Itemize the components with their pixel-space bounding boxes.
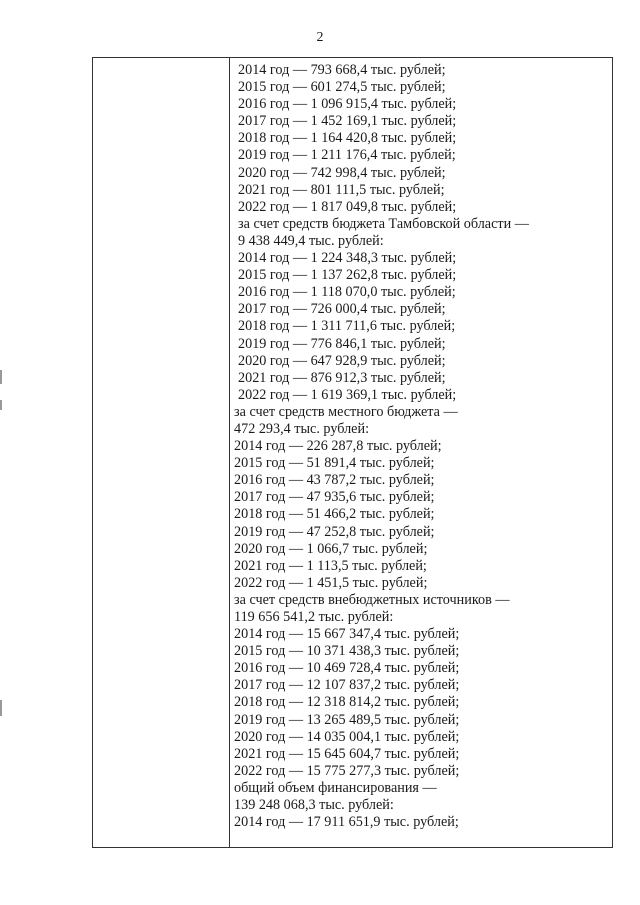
text-line: 2015 год — 10 371 438,3 тыс. рублей; [234,643,460,660]
text-line: 2015 год — 1 137 262,8 тыс. рублей; [238,267,457,284]
text-line: 2014 год — 17 911 651,9 тыс. рублей; [234,814,459,831]
text-line: 2014 год — 226 287,8 тыс. рублей; [234,438,442,455]
text-line: 2019 год — 47 252,8 тыс. рублей; [234,523,435,540]
page-number: 2 [316,30,324,45]
scan-margin-mark [0,700,2,716]
text-line: за счет средств внебюджетных источников — [234,591,510,608]
scan-margin-mark [0,370,2,384]
text-line: 2020 год — 647 928,9 тыс. рублей; [238,352,446,369]
text-line: 2017 год — 726 000,4 тыс. рублей; [238,301,446,318]
text-line: 2016 год — 10 469 728,4 тыс. рублей; [234,660,460,677]
text-line: 2016 год — 43 787,2 тыс. рублей; [234,472,435,489]
text-line: 2017 год — 12 107 837,2 тыс. рублей; [234,677,460,694]
text-line: 472 293,4 тыс. рублей: [234,420,370,437]
text-line: 2014 год — 793 668,4 тыс. рублей; [238,62,446,78]
text-line: 119 656 541,2 тыс. рублей: [234,609,394,625]
text-line: 2020 год — 742 998,4 тыс. рублей; [238,164,446,181]
text-line: 2019 год — 13 265 489,5 тыс. рублей; [234,711,460,728]
text-line: 2020 год — 1 066,7 тыс. рублей; [234,540,428,557]
scan-margin-mark [0,400,2,410]
text-line: 2021 год — 801 111,5 тыс. рублей; [238,181,445,198]
text-line: 2019 год — 776 846,1 тыс. рублей; [238,335,446,352]
text-line: 2021 год — 876 912,3 тыс. рублей; [238,369,446,386]
text-line: 2017 год — 47 935,6 тыс. рублей; [234,489,435,506]
text-line: 2021 год — 1 113,5 тыс. рублей; [234,557,427,574]
text-line: 2018 год — 1 164 420,8 тыс. рублей; [238,130,457,147]
text-line: за счет средств местного бюджета — [234,403,458,420]
text-line: 2022 год — 1 451,5 тыс. рублей; [234,574,428,591]
financing-table [92,57,613,848]
text-line: 2016 год — 1 118 070,0 тыс. рублей; [238,284,456,301]
text-line: 2018 год — 12 318 814,2 тыс. рублей; [234,694,460,711]
text-line: 2018 год — 1 311 711,6 тыс. рублей; [238,318,456,335]
text-line: 2022 год — 15 775 277,3 тыс. рублей; [234,762,460,779]
text-line: 2019 год — 1 211 176,4 тыс. рублей; [238,147,456,164]
table-right-cell [234,62,608,831]
text-line: 2014 год — 15 667 347,4 тыс. рублей; [234,626,460,643]
table-left-cell [93,58,230,847]
text-line: 2015 год — 601 274,5 тыс. рублей; [238,79,446,96]
text-line: 2021 год — 15 645 604,7 тыс. рублей; [234,745,460,762]
text-line: 9 438 449,4 тыс. рублей: [238,232,384,249]
text-line: 139 248 068,3 тыс. рублей: [234,797,394,814]
text-line: за счет средств бюджета Тамбовской области — [238,215,529,232]
text-line: 2014 год — 1 224 348,3 тыс. рублей; [238,250,457,267]
text-line: 2017 год — 1 452 169,1 тыс. рублей; [238,113,457,130]
text-line: 2016 год — 1 096 915,4 тыс. рублей; [238,96,457,113]
text-line: 2022 год — 1 619 369,1 тыс. рублей; [238,386,457,403]
text-line: общий объем финансирования — [234,779,437,796]
text-line: 2018 год — 51 466,2 тыс. рублей; [234,506,435,523]
text-line: 2022 год — 1 817 049,8 тыс. рублей; [238,198,457,215]
text-line: 2015 год — 51 891,4 тыс. рублей; [234,455,435,472]
text-line: 2020 год — 14 035 004,1 тыс. рублей; [234,728,460,745]
